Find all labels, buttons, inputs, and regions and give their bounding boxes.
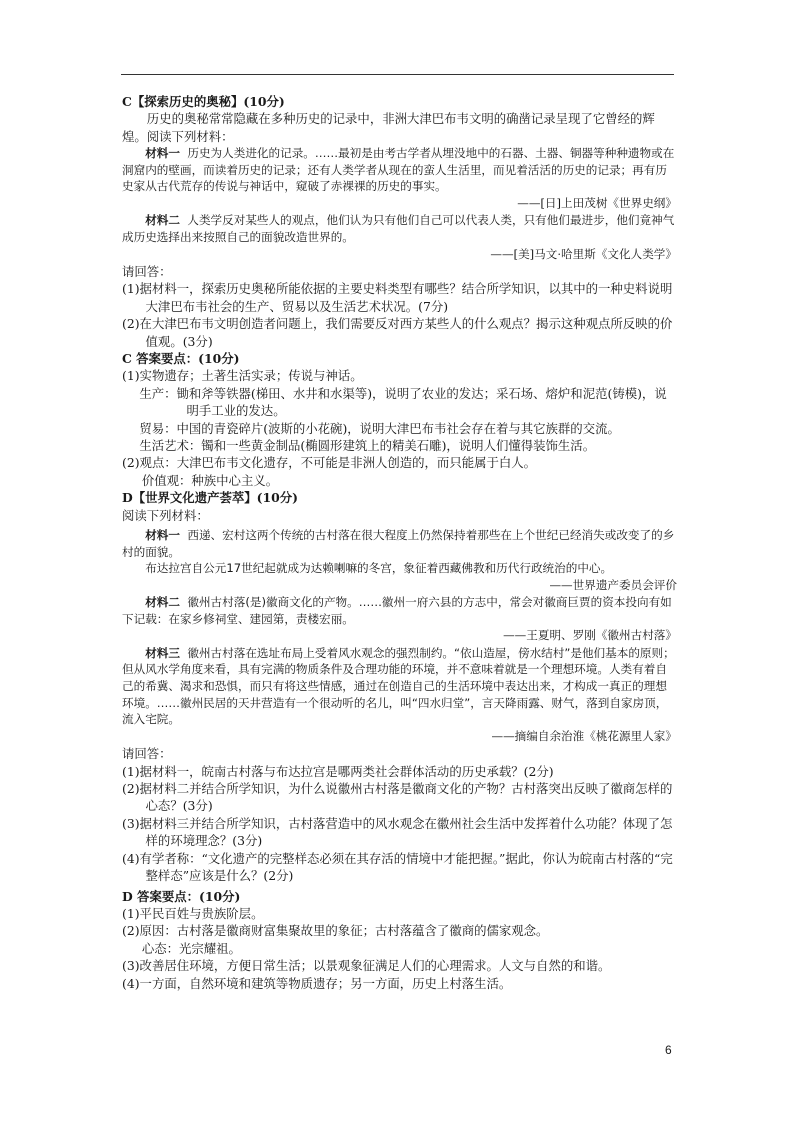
material-label: 材料一 (145, 146, 180, 161)
section-d-material-2-source: ——王夏明、罗刚《徽州古村落》 (503, 628, 677, 643)
section-d-material-1-source: ——世界遗产委员会评价 (549, 577, 677, 592)
answer-c-2b: 价值观：种族中心主义。 (141, 472, 279, 488)
answer-c-1: (1)实物遗存；土著生活实录；传说与神话。 (122, 368, 363, 384)
section-c-material-1-source: ——[日]上田茂树《世界史纲》 (517, 196, 677, 210)
material-label: 材料二 (145, 213, 180, 228)
section-c-material-1 (122, 145, 677, 195)
material-label: 材料三 (145, 645, 180, 660)
section-d-intro: 阅读下列材料： (122, 507, 209, 523)
answer-d-3: (3)改善居住环境，方便日常生活；以景观象征满足人们的心理需求。人文与自然的和谐。 (122, 958, 611, 974)
section-c-material-2 (122, 212, 677, 245)
material-text: 徽州古村落在选址布局上受着风水观念的强烈制约。“依山造屋，傍水结村”是他们基本的原则；但从风水学角度来看，具有完满的物质条件及合理功能的环境，并不意味着就是一个理想环境。人类有着自己的希冀、渴求和恐惧，而只有将这些情感，通过在创造自己的生活环境中表达出来，才构成一真正的理想环境。……徽州民居的天井营造有一个很动听的名儿，叫“四水归堂”，言天降雨露、财气，落到自家房顶，流入宅院。 (122, 645, 675, 727)
section-c-question-2: (2)在大津巴布韦文明创造者问题上，我们需要反对西方某些人的什么观点？揭示这种观点所反映的价值观。(3分) (122, 316, 673, 349)
answer-d-4: (4)一方面，自然环境和建筑等物质遗存；另一方面，历史上村落生活。 (122, 975, 512, 991)
answer-d-title: D 答案要点：(10分) (122, 888, 241, 904)
answer-c-production: 生产：锄和斧等铁器(梯田、水井和水渠等)，说明了农业的发达；采石场、熔炉和泥范(铸模)，说明手工业的发达。 (139, 385, 667, 419)
material-text: 徽州古村落(是)徽商文化的产物。……徽州一府六县的方志中，常会对徽商巨贾的资本投向有如下记载：在家乡修祠堂、建园第，责楼宏丽。 (122, 595, 672, 626)
section-c-intro: 历史的奥秘常常隐藏在多种历史的记录中，非洲大津巴布韦文明的确凿记录呈现了它曾经的辉煌。阅读下列材料： (122, 111, 655, 144)
section-c-title: C【探索历史的奥秘】(10分) (122, 94, 285, 109)
section-d-question-1: (1)据材料一，皖南古村落与布达拉宫是哪两类社会群体活动的历史承载？(2分) (122, 763, 554, 779)
section-d-material-3 (122, 645, 677, 728)
section-d-material-1b: 布达拉宫自公元17世纪起就成为达赖喇嘛的冬宫，象征着西藏佛教和历代行政统治的中心。 (145, 561, 613, 576)
material-label: 材料二 (145, 595, 180, 610)
answer-c-trade: 贸易：中国的青瓷碎片(波斯的小花碗)，说明大津巴布韦社会存在着与其它族群的交流。 (139, 420, 620, 436)
answer-c-2: (2)观点：大津巴布韦文化遗存，不可能是非洲人创造的，而只能属于白人。 (122, 455, 537, 471)
answer-d-2b: 心态：光宗耀祖。 (141, 940, 241, 956)
answer-d-2: (2)原因：古村落是徽商财富集聚故里的象征；古村落蕴含了徽商的儒家观念。 (122, 923, 549, 939)
section-d-material-3-source: ——摘编自余治淮《桃花源里人家》 (491, 728, 677, 743)
section-c-question-1: (1)据材料一，探索历史奥秘所能依据的主要史料类型有哪些？结合所学知识，以其中的一种史料说明大津巴布韦社会的生产、贸易以及生活艺术状况。(7分) (122, 281, 673, 314)
section-d-material-2 (122, 594, 677, 627)
section-c-material-2-source: ——[美]马文·哈里斯《文化人类学》 (490, 246, 677, 261)
section-d-question-4: (4)有学者称：“文化遗产的完整样态必须在其存活的情境中才能把握。”据此，你认为皖南古村落的“完整样态”应该是什么？(2分) (122, 850, 673, 884)
section-d-ask: 请回答： (122, 746, 172, 762)
material-text: 历史为人类进化的记录。……最初是由考古学者从埋没地中的石器、土器、铜器等种种遗物或在洞窟内的壁画，而读着历史的记录；还有人类学者从现在的蛮人生活里，而见着活活的历史的记录；再有历史家从古代荒存的传说与神话中，窥破了赤裸裸的历史的事实。 (122, 146, 675, 194)
material-text: 人类学反对某些人的观点，他们认为只有他们自己可以代表人类，只有他们最进步，他们竟神气成历史选择出来按照自己的面貌改造世界的。 (122, 213, 675, 244)
section-d-question-2: (2)据材料二并结合所学知识，为什么说徽州古村落是徽商文化的产物？古村落突出反映了徽商怎样的心态？(3分) (122, 781, 673, 814)
section-c-ask: 请回答： (122, 264, 172, 279)
answer-d-1: (1)平民百姓与贵族阶层。 (122, 905, 264, 921)
page-number: 6 (665, 1043, 672, 1057)
document-body (122, 93, 677, 992)
answer-c-title: C 答案要点：(10分) (122, 351, 240, 367)
section-d-question-3: (3)据材料三并结合所学知识，古村落营造中的风水观念在徽州社会生活中发挥着什么功能？体现了怎样的环境理念？(3分) (122, 815, 673, 849)
section-d-title: D【世界文化遗产荟萃】(10分) (122, 490, 299, 506)
section-d-material-1 (122, 527, 677, 560)
header-rule (121, 74, 674, 75)
answer-c-art: 生活艺术：镯和一些黄金制品(椭圆形建筑上的精美石雕)，说明人们懂得装饰生活。 (139, 438, 596, 454)
material-text: 西递、宏村这两个传统的古村落在很大程度上仍然保持着那些在上个世纪已经消失或改变了的乡村的面貌。 (122, 528, 675, 559)
material-label: 材料一 (145, 528, 180, 543)
